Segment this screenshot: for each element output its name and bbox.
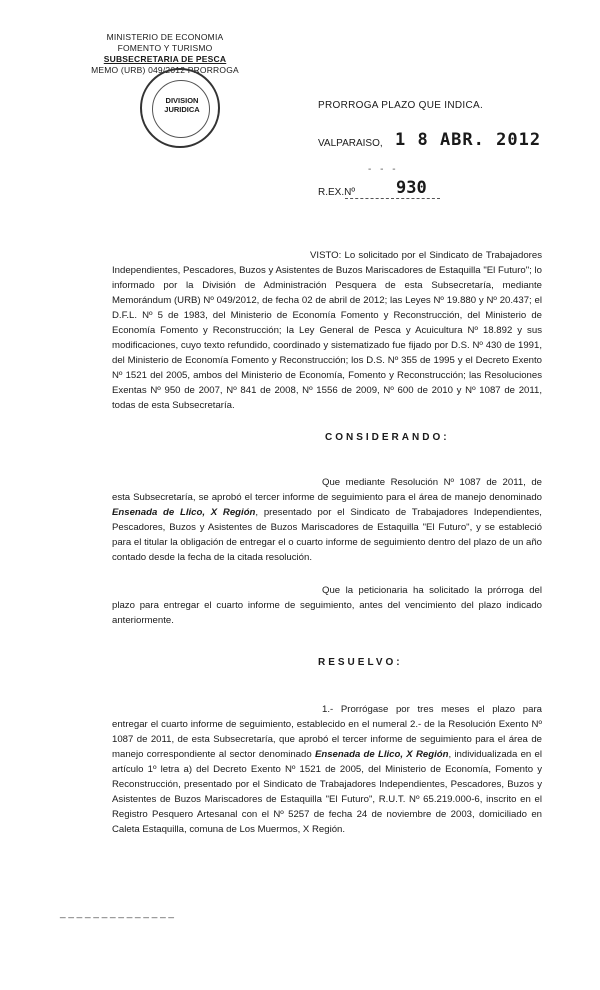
rex-underline xyxy=(345,198,440,199)
document-subject: PRORROGA PLAZO QUE INDICA. xyxy=(318,100,484,111)
date-stamp: 1 8 ABR. 2012 xyxy=(395,130,542,150)
ministry-line-2: FOMENTO Y TURISMO xyxy=(117,43,213,53)
resuelvo-1-text-a: 1.- Prorrógase por tres meses el plazo para entregar el cuarto informe de seguimiento, establecido en el numeral 2.- de la Resolución Exento Nº 1087 de 2011, de esta Subsecretaría, que aprobó el tercer informe de seguimiento para el área de manejo correspondiente al sector denominado xyxy=(112,704,542,760)
visto-paragraph: VISTO: Lo solicitado por el Sindicato de Trabajadores Independientes, Pescadores, Buzos y Asistentes de Buzos Mariscadores de Estaquilla "El Futuro"; lo informado por la División de Administración Pesquera de esta Subsecretaría, mediante Memorándum (URB) Nº 049/2012, de fecha 02 de abril de 2012; las Leyes Nº 19.880 y Nº 20.437; el D.F.L. Nº 5 de 1983, del Ministerio de Economía Fomento y Reconstrucción, del Ministerio de Economía Fomento y Reconstrucción; la Ley General de Pesca y Acuicultura Nº 18.892 y sus modificaciones, cuyo texto refundido, coordinado y sistematizado fue fijado por D.S. Nº 430 de 1991, del Ministerio de Economía Fomento y Reconstrucción; los D.S. Nº 355 de 1995 y el Decreto Exento Nº 1521 del 2005, ambos del Ministerio de Economía, Fomento y Reconstrucción; las Resoluciones Exentas Nº 950 de 2007, Nº 841 de 2008, Nº 1556 de 2009, Nº 600 de 2010 y Nº 1087 de 2011, todas de esta Subsecretaría. xyxy=(112,250,542,411)
dash-mark: - - - xyxy=(368,164,399,175)
ministry-line-1: MINISTERIO DE ECONOMIA xyxy=(106,32,224,42)
division-juridica-stamp xyxy=(140,68,220,148)
stamp-line-1: DIVISION xyxy=(165,96,199,105)
resuelvo-1-area-name: Ensenada de Llico, X Región xyxy=(314,749,449,760)
stamp-line-2: JURIDICA xyxy=(164,105,200,114)
stamp-text xyxy=(142,96,222,114)
considerando-1-area-name: Ensenada de Llico, X Región xyxy=(112,507,256,518)
resuelvo-paragraph-1 xyxy=(112,702,542,837)
place-label: VALPARAISO, xyxy=(318,138,383,149)
resuelvo-1-text-c: , individualizada en el artículo 1º letra a) del Decreto Exento Nº 1521 de 2005, del Ministerio de Economía, Fomento y Reconstrucción, presentado por el Sindicato de Trabajadores Independientes, Pescadores, Buzos y Asistentes de Buzos Mariscadores de Estaquilla "El Futuro", R.U.T. Nº 65.219.000-6, inscrito en el Registro Pesquero Artesanal con el Nº 5257 de fecha 24 de noviembre de 2003, domiciliado en Caleta Estaquilla, comuna de Los Muermos, X Región. xyxy=(112,749,542,835)
ministry-line-3: SUBSECRETARIA DE PESCA xyxy=(103,54,227,64)
considerando-paragraph-2: Que la peticionaria ha solicitado la prórroga del plazo para entregar el cuarto informe de seguimiento, antes del vencimiento del plazo indicado anteriormente. xyxy=(112,585,542,626)
resuelvo-heading: RESUELVO: xyxy=(318,657,403,668)
ministry-line-4: MEMO (URB) 049/2012 PRORROGA xyxy=(91,65,239,75)
considerando-1-text-c: , presentado por el Sindicato de Trabajadores Independientes, Pescadores, Buzos y Asistentes de Buzos Mariscadores de Estaquilla "El Futuro", y se estableció para el titular la obligación de entregar el o cuarto informe de seguimiento dentro del plazo de un año contado desde la fecha de la citada resolución. xyxy=(112,507,542,563)
considerando-1-text-a: Que mediante Resolución Nº 1087 de 2011, de esta Subsecretaría, se aprobó el tercer informe de seguimiento para el área de manejo denominado xyxy=(112,477,542,503)
rex-label: R.EX.Nº xyxy=(318,187,355,198)
footer-dashes: _ _ _ _ _ _ _ _ _ _ _ _ _ _ xyxy=(60,908,174,919)
ministry-header xyxy=(80,32,250,76)
considerando-heading: CONSIDERANDO: xyxy=(325,432,450,443)
rex-number: 930 xyxy=(396,178,427,198)
considerando-paragraph-1 xyxy=(112,475,542,565)
